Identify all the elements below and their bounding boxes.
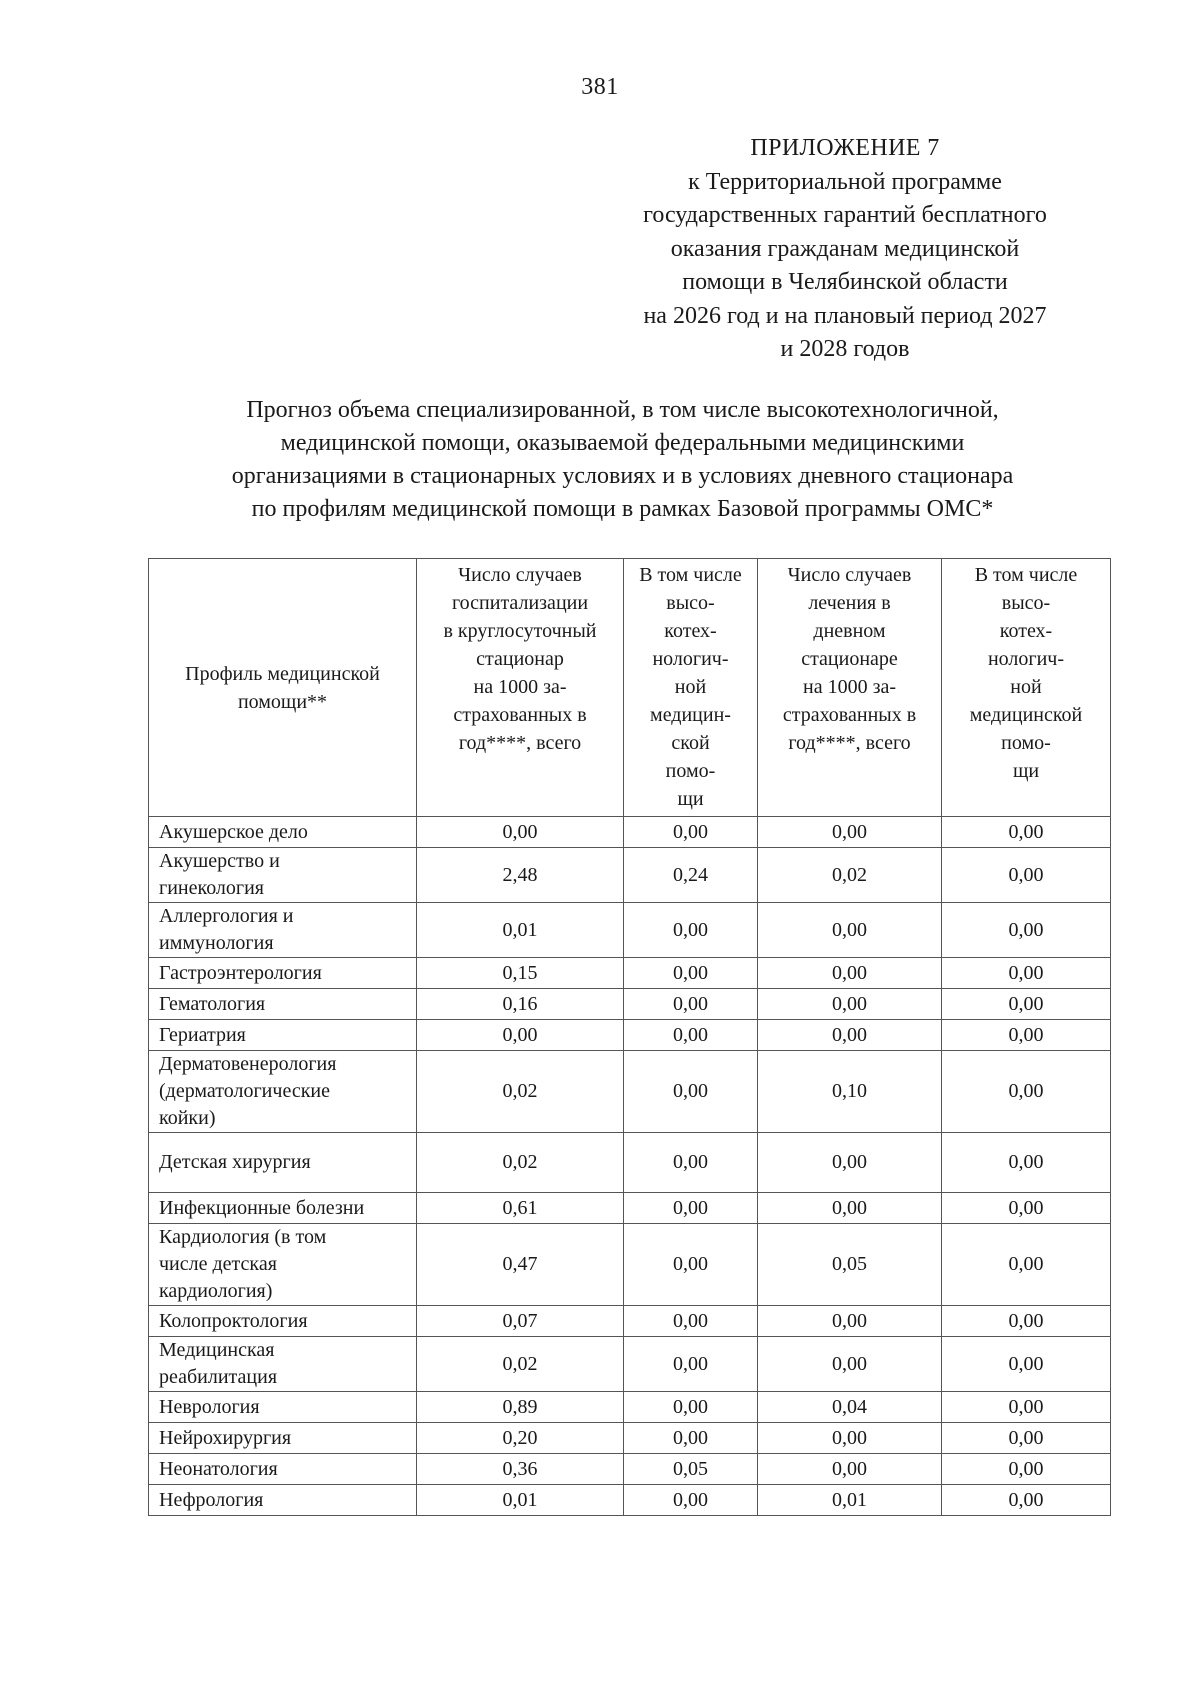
page-number: 381 bbox=[581, 74, 619, 100]
value-cell-2: 0,00 bbox=[624, 817, 758, 848]
appendix-line: и 2028 годов bbox=[780, 336, 910, 362]
table-row bbox=[149, 1051, 1111, 1133]
table-row bbox=[149, 1306, 1111, 1337]
cell-line: Число случаев bbox=[787, 564, 912, 586]
value-cell-1: 2,48 bbox=[417, 848, 624, 903]
cell-line: ной bbox=[674, 676, 707, 698]
cell-line: Аллергология и bbox=[159, 905, 294, 927]
document-title-line: медицинской помощи, оказываемой федеральными медицинскими bbox=[280, 430, 965, 456]
value-cell-2: 0,00 bbox=[624, 1392, 758, 1423]
cell-line: Гастроэнтерология bbox=[159, 961, 322, 984]
cell-line: на 1000 за- bbox=[473, 676, 567, 698]
profile-cell bbox=[149, 958, 417, 989]
value-cell-3: 0,00 bbox=[758, 903, 942, 958]
cell-line: Профиль медицинской bbox=[185, 662, 380, 685]
cell-line: медицин- bbox=[650, 704, 731, 726]
value-cell-1: 0,00 bbox=[417, 817, 624, 848]
table-row bbox=[149, 989, 1111, 1020]
cell-line: Гериатрия bbox=[159, 1023, 246, 1046]
value-cell-1: 0,02 bbox=[417, 1337, 624, 1392]
value-cell-2: 0,00 bbox=[624, 1485, 758, 1516]
profile-cell bbox=[149, 1485, 417, 1516]
cell-line: числе детская bbox=[159, 1253, 277, 1275]
value-cell-4: 0,00 bbox=[942, 958, 1111, 989]
value-cell-3: 0,01 bbox=[758, 1485, 942, 1516]
value-cell-4: 0,00 bbox=[942, 1337, 1111, 1392]
cell-line: Детская хирургия bbox=[159, 1151, 311, 1173]
appendix-title: ПРИЛОЖЕНИЕ 7 bbox=[750, 135, 940, 161]
value-cell-1: 0,16 bbox=[417, 989, 624, 1020]
table-row bbox=[149, 1454, 1111, 1485]
cell-line: год****, всего bbox=[458, 732, 582, 754]
value-cell-2: 0,00 bbox=[624, 1133, 758, 1193]
cell-line: Нефрология bbox=[159, 1488, 264, 1511]
header-hospital-cases bbox=[417, 559, 624, 817]
profile-cell bbox=[149, 989, 417, 1020]
value-cell-4: 0,00 bbox=[942, 1485, 1111, 1516]
cell-line: реабилитация bbox=[159, 1366, 278, 1388]
cell-line: в круглосуточный bbox=[443, 620, 597, 642]
cell-line: Неонатология bbox=[159, 1457, 278, 1480]
value-cell-4: 0,00 bbox=[942, 1051, 1111, 1133]
profile-cell bbox=[149, 1193, 417, 1224]
profile-cell bbox=[149, 1423, 417, 1454]
value-cell-3: 0,00 bbox=[758, 1454, 942, 1485]
value-cell-2: 0,00 bbox=[624, 1423, 758, 1454]
cell-line: высо- bbox=[1001, 592, 1051, 614]
cell-line: ской bbox=[671, 732, 710, 754]
cell-line: (дерматологические bbox=[159, 1080, 330, 1102]
cell-line: иммунология bbox=[159, 932, 274, 954]
value-cell-4: 0,00 bbox=[942, 1020, 1111, 1051]
cell-line: Колопроктология bbox=[159, 1309, 308, 1332]
header-profile bbox=[149, 559, 417, 817]
cell-line: кардиология) bbox=[159, 1280, 273, 1302]
cell-line: Медицинская bbox=[159, 1339, 275, 1361]
value-cell-4: 0,00 bbox=[942, 1454, 1111, 1485]
value-cell-2: 0,00 bbox=[624, 1306, 758, 1337]
profile-cell bbox=[149, 1020, 417, 1051]
value-cell-4: 0,00 bbox=[942, 989, 1111, 1020]
cell-line: котех- bbox=[999, 620, 1053, 642]
value-cell-3: 0,05 bbox=[758, 1224, 942, 1306]
cell-line: страхованных в bbox=[782, 704, 917, 726]
table-row bbox=[149, 903, 1111, 958]
cell-line: высо- bbox=[666, 592, 715, 614]
value-cell-1: 0,02 bbox=[417, 1051, 624, 1133]
cell-line: щи bbox=[1012, 760, 1040, 782]
cell-line: Число случаев bbox=[458, 564, 582, 586]
value-cell-3: 0,00 bbox=[758, 1306, 942, 1337]
value-cell-2: 0,00 bbox=[624, 1020, 758, 1051]
value-cell-4: 0,00 bbox=[942, 1392, 1111, 1423]
value-cell-3: 0,00 bbox=[758, 989, 942, 1020]
value-cell-1: 0,89 bbox=[417, 1392, 624, 1423]
table-row bbox=[149, 1224, 1111, 1306]
cell-line: стационаре bbox=[801, 648, 898, 670]
cell-line: стационар bbox=[476, 648, 564, 670]
cell-line: щи bbox=[677, 788, 704, 810]
value-cell-2: 0,00 bbox=[624, 989, 758, 1020]
value-cell-1: 0,01 bbox=[417, 1485, 624, 1516]
cell-line: Гематология bbox=[159, 992, 266, 1015]
table-row bbox=[149, 958, 1111, 989]
profile-cell bbox=[149, 817, 417, 848]
value-cell-1: 0,61 bbox=[417, 1193, 624, 1224]
cell-line: гинекология bbox=[159, 877, 265, 899]
value-cell-1: 0,47 bbox=[417, 1224, 624, 1306]
document-title bbox=[150, 394, 1095, 526]
profile-cell bbox=[149, 848, 417, 903]
value-cell-2: 0,00 bbox=[624, 1051, 758, 1133]
table-row bbox=[149, 1423, 1111, 1454]
cell-line: Неврология bbox=[159, 1395, 260, 1418]
value-cell-1: 0,00 bbox=[417, 1020, 624, 1051]
value-cell-4: 0,00 bbox=[942, 1306, 1111, 1337]
profile-cell bbox=[149, 1133, 417, 1193]
table-row bbox=[149, 848, 1111, 903]
value-cell-2: 0,00 bbox=[624, 903, 758, 958]
cell-line: помощи** bbox=[237, 690, 328, 713]
appendix-line: к Территориальной программе bbox=[688, 168, 1002, 195]
appendix-line: помощи в Челябинской области bbox=[682, 269, 1008, 295]
appendix-line: государственных гарантий бесплатного bbox=[643, 202, 1047, 228]
cell-line: дневном bbox=[813, 620, 886, 642]
value-cell-3: 0,00 bbox=[758, 817, 942, 848]
value-cell-1: 0,36 bbox=[417, 1454, 624, 1485]
value-cell-1: 0,07 bbox=[417, 1306, 624, 1337]
cell-line: Акушерское дело bbox=[159, 820, 308, 843]
profile-cell bbox=[149, 1306, 417, 1337]
value-cell-2: 0,00 bbox=[624, 1193, 758, 1224]
value-cell-1: 0,01 bbox=[417, 903, 624, 958]
header-daycare-hightech bbox=[942, 559, 1111, 817]
value-cell-2: 0,00 bbox=[624, 958, 758, 989]
cell-line: Акушерство и bbox=[159, 850, 280, 872]
value-cell-3: 0,02 bbox=[758, 848, 942, 903]
value-cell-3: 0,00 bbox=[758, 1337, 942, 1392]
value-cell-2: 0,05 bbox=[624, 1454, 758, 1485]
value-cell-1: 0,15 bbox=[417, 958, 624, 989]
value-cell-4: 0,00 bbox=[942, 1193, 1111, 1224]
document-title-line: организациями в стационарных условиях и в условиях дневного стационара bbox=[231, 463, 1014, 489]
appendix-block bbox=[595, 132, 1095, 367]
cell-line: нологич- bbox=[652, 648, 729, 670]
value-cell-3: 0,00 bbox=[758, 1133, 942, 1193]
profile-cell bbox=[149, 903, 417, 958]
table-row bbox=[149, 1392, 1111, 1423]
cell-line: Инфекционные болезни bbox=[159, 1196, 365, 1219]
value-cell-2: 0,00 bbox=[624, 1224, 758, 1306]
profile-cell bbox=[149, 1392, 417, 1423]
cell-line: котех- bbox=[664, 620, 717, 642]
value-cell-3: 0,10 bbox=[758, 1051, 942, 1133]
cell-line: год****, всего bbox=[788, 732, 911, 754]
appendix-line: оказания гражданам медицинской bbox=[670, 235, 1020, 262]
value-cell-3: 0,00 bbox=[758, 1193, 942, 1224]
table-row bbox=[149, 1133, 1111, 1193]
cell-line: койки) bbox=[159, 1107, 216, 1129]
table-row bbox=[149, 1337, 1111, 1392]
cell-line: помо- bbox=[1001, 732, 1051, 754]
value-cell-4: 0,00 bbox=[942, 1133, 1111, 1193]
cell-line: лечения в bbox=[808, 592, 891, 614]
profile-cell bbox=[149, 1337, 417, 1392]
profile-cell bbox=[149, 1454, 417, 1485]
cell-line: нологич- bbox=[987, 648, 1065, 670]
value-cell-3: 0,00 bbox=[758, 1020, 942, 1051]
value-cell-3: 0,00 bbox=[758, 1423, 942, 1454]
table-row bbox=[149, 1485, 1111, 1516]
value-cell-3: 0,04 bbox=[758, 1392, 942, 1423]
cell-line: Кардиология (в том bbox=[159, 1226, 327, 1248]
cell-line: страхованных в bbox=[453, 704, 587, 726]
cell-line: на 1000 за- bbox=[802, 676, 897, 698]
table-row bbox=[149, 817, 1111, 848]
value-cell-2: 0,00 bbox=[624, 1337, 758, 1392]
cell-line: ной bbox=[1010, 676, 1042, 698]
document-title-line: по профилям медицинской помощи в рамках Базовой программы ОМС* bbox=[251, 496, 994, 522]
table-header-row bbox=[149, 559, 1111, 817]
value-cell-4: 0,00 bbox=[942, 848, 1111, 903]
cell-line: В том числе bbox=[639, 564, 742, 586]
table-row bbox=[149, 1193, 1111, 1224]
header-hospital-hightech bbox=[624, 559, 758, 817]
profile-cell bbox=[149, 1224, 417, 1306]
cell-line: медицинской bbox=[969, 704, 1083, 726]
header-daycare-cases bbox=[758, 559, 942, 817]
value-cell-4: 0,00 bbox=[942, 1224, 1111, 1306]
value-cell-4: 0,00 bbox=[942, 903, 1111, 958]
value-cell-1: 0,20 bbox=[417, 1423, 624, 1454]
value-cell-4: 0,00 bbox=[942, 817, 1111, 848]
value-cell-4: 0,00 bbox=[942, 1423, 1111, 1454]
appendix-line: на 2026 год и на плановый период 2027 bbox=[643, 302, 1047, 329]
profile-cell bbox=[149, 1051, 417, 1133]
table-body bbox=[149, 817, 1111, 1516]
forecast-table bbox=[148, 558, 1111, 1516]
value-cell-3: 0,00 bbox=[758, 958, 942, 989]
table-row bbox=[149, 1020, 1111, 1051]
document-title-line: Прогноз объема специализированной, в том числе высокотехнологичной, bbox=[246, 397, 999, 423]
cell-line: госпитализации bbox=[451, 592, 589, 614]
cell-line: Дерматовенерология bbox=[159, 1053, 337, 1075]
cell-line: помо- bbox=[665, 760, 716, 782]
value-cell-2: 0,24 bbox=[624, 848, 758, 903]
cell-line: Нейрохирургия bbox=[159, 1426, 292, 1449]
value-cell-1: 0,02 bbox=[417, 1133, 624, 1193]
cell-line: В том числе bbox=[974, 564, 1078, 586]
